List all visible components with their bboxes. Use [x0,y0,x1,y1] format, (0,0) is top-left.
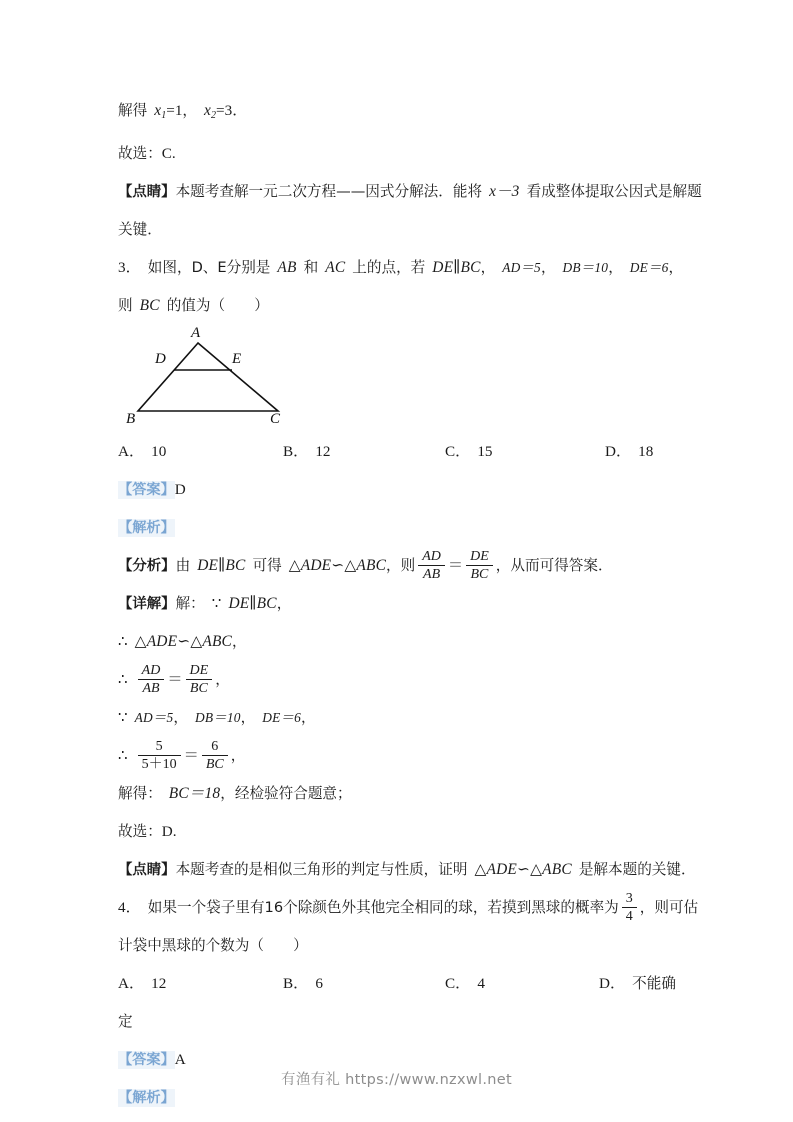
q3-therefore-3-line [118,737,678,775]
q3-because-2: ∵ [118,709,128,726]
q4-option-c-key: C． [445,975,471,992]
q3-given-db: DB＝10 [562,260,609,275]
q3-given-de: DE＝6 [629,260,669,275]
q3-number: 3． [118,259,141,276]
q3-fenxi-similar: △ADE∽△ABC [288,557,387,574]
x2-variable: x [204,102,212,119]
q3-because-1-end: ， [276,595,292,612]
q3-therefore-1-end: ， [232,633,247,650]
triangle-figure [122,325,322,433]
q3-option-c-value: 15 [477,443,493,460]
q3-fenxi-tag: 【分析】 [118,558,176,574]
q3-insight-tag: 【点睛】 [118,862,176,878]
q3-segment-ab: AB [277,259,297,276]
vertex-label-E: E [232,351,242,367]
q3-answer-value: D [174,481,186,498]
q3-target-bc: BC [139,297,160,314]
q3-t3-frac1-den: 5＋10 [138,755,181,772]
q3-fenxi-fraction-1 [418,549,445,582]
q3-because-1-math: DE∥BC [228,595,277,612]
q2-insight-text-b: 看成整体提取公因式是解题 [526,183,702,200]
q4-options-row [118,965,678,1003]
q3-stem-d: ， [480,259,496,276]
q3-segment-ac: AC [325,259,346,276]
q2-insight-line-2 [118,211,678,249]
q3-analysis-tag: 【解析】 [118,520,175,536]
q3-option-d-key: D． [605,443,632,460]
q3-stem-a: 如图，D、E分别是 [147,259,271,276]
q3-fenxi-parallel: DE∥BC [197,557,246,574]
q4-option-c-value: 4 [477,975,485,992]
q4-stem-line-2 [118,927,678,965]
q3-given-ad: AD＝5 [502,260,541,275]
q4-answer-tag: 【答案】 [118,1052,175,1068]
q3-comma-3: ， [668,259,684,276]
q3-fenxi-fraction-2 [466,549,493,582]
q3-answer-tag: 【答案】 [118,482,175,498]
q3-t3-equals: ＝ [183,747,199,764]
x1-variable: x [154,102,162,119]
roots-period: ． [232,102,248,119]
q3-stem-b: 和 [303,259,319,276]
q3-therefore-2-line [118,661,678,699]
x2-equals: = [216,102,225,119]
q4-stem-b: ，则可估 [639,899,699,916]
q3-xiangjie-tag: 【详解】 [118,596,176,612]
q3-choose-label: 故选： [118,823,162,840]
q3-fenxi-frac1-den: AB [418,565,445,582]
q4-option-d-wrap-line [118,1003,678,1041]
q3-stem-line2-a: 则 [118,297,133,314]
q4-prob-den: 4 [622,907,637,924]
q4-answer-value: A [174,1051,186,1068]
q3-because-2-ad: AD＝5 [134,710,174,725]
q3-options-row [118,433,678,471]
q2-insight-text-c: 关键． [118,221,162,238]
q3-result-text: ，经检验符合题意； [220,785,352,802]
q3-t3-frac2-den: BC [202,755,228,772]
q3-t2-equals: ＝ [167,671,183,688]
q2-choose-label: 故选： [118,145,162,162]
q3-fenxi-equals: ＝ [447,557,464,574]
q3-comma-1: ， [540,259,556,276]
q3-insight-b: 是解本题的关键． [578,861,696,878]
triangle-svg [122,325,322,433]
q3-comma-2: ， [608,259,623,276]
q4-option-d-wrap: 定 [118,1013,133,1030]
q3-stem-line-1 [118,249,684,287]
q4-probability-fraction [622,891,637,924]
q4-stem-a: 如果一个袋子里有16个除颜色外其他完全相同的球，若摸到黑球的概率为 [147,899,619,916]
q3-stem-c: 上的点，若 [352,259,426,276]
q3-option-a-value: 10 [151,443,167,460]
q3-therefore-3: ∴ [118,747,128,764]
q3-t3-fraction-2 [202,739,228,772]
q2-insight-text-a: 本题考查解一元二次方程——因式分解法．能将 [175,183,483,200]
q3-option-d-value: 18 [638,443,654,460]
q4-prob-num: 3 [625,890,633,906]
q3-fenxi-a: 由 [175,557,191,574]
q3-analysis-line [118,509,678,547]
q4-option-a-key: A． [118,975,145,992]
q3-result-math: BC＝18 [168,785,221,802]
q3-therefore-1-math: △ADE∽△ABC [134,633,233,650]
q3-stem-line2-b: 的值为（ ） [166,297,269,314]
q3-fenxi-frac2-num: DE [470,548,489,564]
q3-fenxi-c: ，则 [386,557,416,574]
q2-insight-math: x－3 [489,183,520,200]
q3-fenxi-line [118,547,678,585]
q3-result-label: 解得： [118,785,162,802]
q3-choose-value: D. [161,823,177,840]
q3-choose-line [118,813,678,851]
q3-t3-frac2-num: 6 [211,738,219,754]
q4-option-c[interactable] [445,965,485,1003]
q4-option-d-key: D． [599,975,626,992]
q3-therefore-1-line [118,623,678,661]
q3-t3-frac1-num: 5 [155,738,163,754]
q3-parallel-condition: DE∥BC [432,259,481,276]
x1-value: 1 [174,102,183,119]
q3-t2-frac2-den: BC [186,679,213,696]
x1-equals: = [166,102,175,119]
q3-because-2-de: DE＝6 [262,710,302,725]
q3-t2-end: ， [215,671,230,688]
q4-option-d[interactable] [599,965,676,1003]
vertex-label-B: B [126,411,136,427]
q4-stem-line2: 计袋中黑球的个数为（ ） [118,937,308,954]
roots-comma: ， [182,102,198,119]
q3-option-b[interactable] [283,433,331,471]
q3-because-1: ∵ [211,595,222,612]
q3-because-2-line [118,699,678,737]
q3-option-b-value: 12 [315,443,331,460]
solve-prefix: 解得 [118,102,148,119]
q3-t2-frac1-num: AD [141,662,161,678]
q3-insight-line [118,851,696,889]
document-body [118,92,702,1117]
q3-fenxi-frac2-den: BC [466,565,493,582]
page-footer-watermark: 有渔有礼 https://www.nzxwl.net [281,1072,512,1088]
q4-analysis-tag: 【解析】 [118,1090,175,1106]
vertex-label-D: D [155,351,166,367]
q3-therefore-1: ∴ [118,633,128,650]
q3-insight-math: △ADE∽△ABC [474,861,572,878]
q4-option-b-value: 6 [315,975,323,992]
q2-insight-line [118,173,702,211]
q2-insight-tag: 【点睛】 [118,184,176,200]
q3-t3-end: ， [230,747,246,764]
q3-because-2-comma-3: ， [301,709,316,726]
q3-t2-fraction-1 [138,663,165,696]
q3-therefore-2: ∴ [118,671,128,688]
q3-t2-fraction-2 [186,663,213,696]
q3-fenxi-d: ，从而可得答案． [495,557,613,574]
solution-roots-line [118,92,678,135]
q3-t3-fraction-1 [138,739,181,772]
q4-stem-line-1 [118,889,699,927]
q3-because-2-db: DB＝10 [195,710,241,725]
q2-choose-value: C. [161,145,176,162]
x2-value: 3 [224,102,233,119]
q3-t2-frac1-den: AB [138,679,165,696]
q4-option-d-value: 不能确 [632,975,676,992]
vertex-label-C: C [270,411,281,427]
q3-stem-line-2 [118,287,678,325]
q3-option-b-key: B． [283,443,309,460]
q3-fenxi-frac1-num: AD [422,548,441,564]
q3-option-d[interactable] [605,433,653,471]
q4-option-b-key: B． [283,975,309,992]
q4-option-b[interactable] [283,965,323,1003]
q4-option-a-value: 12 [151,975,167,992]
q3-insight-a: 本题考查的是相似三角形的判定与性质，证明 [175,861,468,878]
q3-xiangjie-a: 解： [175,595,205,612]
q3-option-a-key: A． [118,443,145,460]
q3-option-c[interactable] [445,433,493,471]
q3-t2-frac2-num: DE [189,662,209,678]
x2-subscript: 2 [211,110,217,121]
x1-subscript: 1 [161,110,167,121]
q3-fenxi-b: 可得 [252,557,282,574]
vertex-label-A: A [191,325,201,341]
q3-answer-line [118,471,678,509]
q3-because-2-comma-1: ， [173,709,189,726]
q2-choose-line [118,135,678,173]
q3-option-a[interactable] [118,433,166,471]
q4-option-a[interactable] [118,965,166,1003]
q4-number: 4． [118,899,141,916]
q3-because-2-comma-2: ， [240,709,256,726]
q3-option-c-key: C． [445,443,471,460]
q3-result-line [118,775,678,813]
q3-xiangjie-line [118,585,678,623]
